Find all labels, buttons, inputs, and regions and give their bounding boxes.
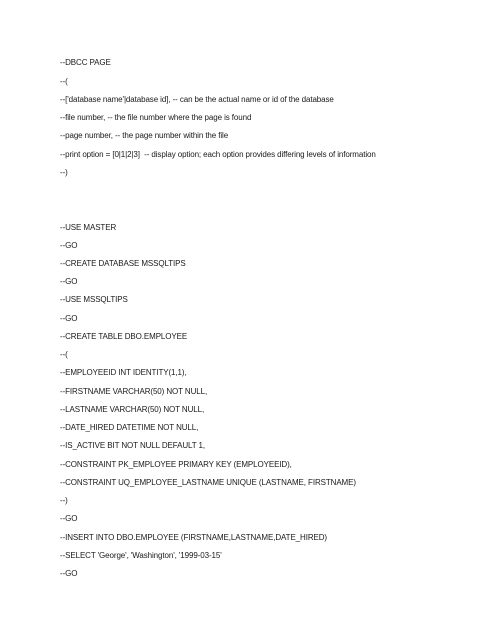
code-line: --IS_ACTIVE BIT NOT NULL DEFAULT 1, bbox=[60, 441, 205, 450]
code-line: --print option = [0|1|2|3] -- display option; each option provides differing levels of information bbox=[60, 150, 376, 159]
code-line: --GO bbox=[60, 514, 78, 523]
code-line: --SELECT 'George', 'Washington', '1999-03-15' bbox=[60, 551, 222, 560]
code-line: --EMPLOYEEID INT IDENTITY(1,1), bbox=[60, 368, 187, 377]
code-line: --) bbox=[60, 496, 68, 505]
code-line: --CREATE TABLE DBO.EMPLOYEE bbox=[60, 332, 188, 341]
code-line: --USE MASTER bbox=[60, 223, 117, 232]
code-line: --GO bbox=[60, 241, 78, 250]
code-line: --['database name'|database id], -- can be the actual name or id of the database bbox=[60, 95, 334, 104]
code-line: --CONSTRAINT PK_EMPLOYEE PRIMARY KEY (EMPLOYEEID), bbox=[60, 460, 292, 469]
code-line: --GO bbox=[60, 569, 78, 578]
code-line: --( bbox=[60, 350, 68, 359]
code-line: --GO bbox=[60, 277, 78, 286]
code-line: --USE MSSQLTIPS bbox=[60, 295, 128, 304]
code-line: --file number, -- the file number where the page is found bbox=[60, 113, 252, 122]
code-line: --page number, -- the page number within the file bbox=[60, 131, 229, 140]
code-line: --GO bbox=[60, 314, 78, 323]
code-line: --LASTNAME VARCHAR(50) NOT NULL, bbox=[60, 405, 205, 414]
code-line: --CREATE DATABASE MSSQLTIPS bbox=[60, 259, 186, 268]
code-line: --) bbox=[60, 168, 68, 177]
code-line: --FIRSTNAME VARCHAR(50) NOT NULL, bbox=[60, 387, 208, 396]
code-line: --DBCC PAGE bbox=[60, 58, 111, 67]
code-line: --( bbox=[60, 77, 68, 86]
code-line: --INSERT INTO DBO.EMPLOYEE (FIRSTNAME,LASTNAME,DATE_HIRED) bbox=[60, 533, 327, 542]
code-line: --CONSTRAINT UQ_EMPLOYEE_LASTNAME UNIQUE (LASTNAME, FIRSTNAME) bbox=[60, 478, 356, 487]
code-line: --DATE_HIRED DATETIME NOT NULL, bbox=[60, 423, 199, 432]
